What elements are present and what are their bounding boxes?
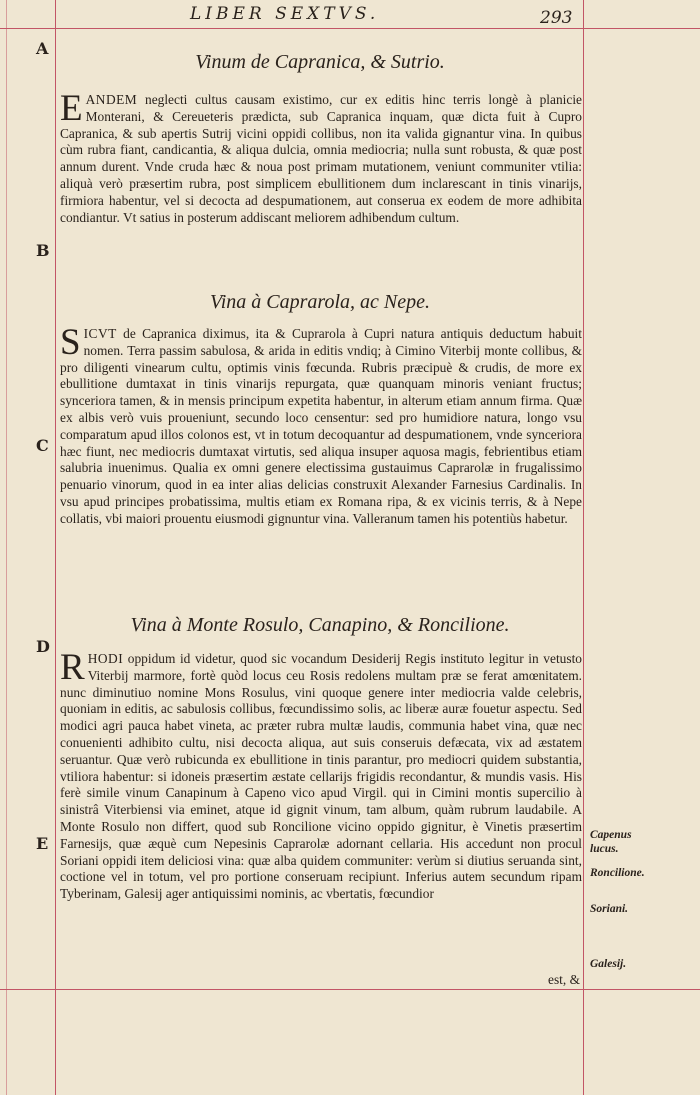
paragraph-text: neglecti cultus causam existimo, cur ex editis hinc terris longè à planicie Monterani, & Cereueteris prædicta, sub Capranica inquam, quæ dicta fuit à Cupro Capranica, & sub apertis Sutrij vicini oppidi collibus, non ita valida gignantur vina. In quibus cùm rubra fiant, candicantia, & aliqua dulcia, omnia mediocria; nulla sunt robusta, & quæ post annum durent. Vnde cruda hæc & noua post primam mutationem, veniunt communiter vtilia: aliquà verò præsertim rubra, post simplicem ebullitionem dum inclarescant in tinis vinarijs, firmiora habentur, vel si decocta ad despumationem, aut conserua ex eodem de more adhibita condiantur. Vt satius in posterum addiscant meliorem adhibendum cultum. (60, 92, 582, 225)
top-rule (0, 28, 700, 29)
margin-letter-b: B (36, 241, 50, 260)
margin-letter-a: A (36, 39, 49, 58)
left-edge-rule (6, 0, 7, 1095)
paragraph-text: de Capranica diximus, ita & Cuprarola à Cupri natura antiquis deductum habuit nomen. Terra passim sabulosa, & arida in editis vndiq; à Cimino Viterbij monte collibus, & pro diligenti vinearum cultu, optimis vinis fœcunda. Rubris præcipuè & crudis, de more ex ebullitione dumtaxat in tinis vinarijs repurgata, quæ quanquam minoris veniant fructus; synceriora tamen, & in mensis principum expetita habentur, in alterum etiam annum firma. Quæ ex albis verò vuis proueniunt, secundo loco censentur: sed pro humidiore natura, longo vsu comparatum apud illos colonos est, vt in totum decoquantur ad despumationem, vnde synceriora hæc fiunt, nec mediocris dumtaxat virtutis, sed aliqua insuper aquosa magis, febrientibus etiam salubria inuenimus. Qualia ex omni genere electissima gustauimus Caprarolæ in frugalissimo penuario vinorum, quod in ea inter alias delicias construxit Alexander Farnesius Cardinalis. In vsu apud principes probatissima, multis etiam ex Romana ripa, & ex vicinis terris, & à Nepe collatis, vbi maiori prouentu eiusmodi gignuntur vina. Valleranum tamen his potentiùs habetur. (60, 326, 582, 526)
section-body-3 (60, 647, 582, 903)
margin-letter-c: C (36, 436, 49, 455)
side-note-soriani: Soriani. (590, 903, 629, 915)
section-body-2 (60, 322, 582, 528)
page-number: 293 (540, 8, 573, 28)
bottom-rule (0, 989, 700, 990)
section-heading-caprarola-nepe: Vina à Caprarola, ac Nepe. (210, 291, 430, 313)
section-heading-monte-rosulo: Vina à Monte Rosulo, Canapino, & Roncilione. (130, 614, 510, 636)
section-body-1 (60, 88, 582, 226)
dropcap: E (60, 88, 83, 129)
margin-letter-d: D (36, 637, 50, 656)
catchword: est, & (548, 972, 580, 987)
paragraph-text: oppidum id videtur, quod sic vocandum Desiderij Regis instituto legitur in vetusto Viterbij marmore, fortè quòd locus ceu Rosis redolens multam præ se ferat amœnitatem. nunc diminutiuo nomine Mons Rosulus, vini quoque genere inter mediocria valde celebris, quoniam in editis, ac sabulosis collibus, fœcundissimo solis, ac liberæ auræ fouetur aspectu. Sed modici agri pauca habet vineta, ac præter rubra multæ laudis, communia habet vina, quæ nec conuenienti adhibito cultu, nisi decocta aliqua, aut suis conseruis defæcata, vix ad æstatem seruantur. Quæ verò rubicunda ex ebullitione in tinis parantur, pro mediocri quidem substantia, vtiliora habentur: si idoneis præsertim æstate cellarijs frigidis recondantur, & mundis vasis. His ferè simile vinum Canapinum à Capeno vico apud Virgil. qui in Cimini montis supercilio à sinistrâ Viterbiensi via eminet, atque id gignit vinum, tam album, quàm rubrum laudabile. A Monte Rosulo non differt, quod sub Roncilione vicino oppido gignitur, è Vinetis præsertim Farnesijs, quæ æquè cum Nepesinis Caprarolæ adornant cellaria. His accedunt non procul Soriani oppidi item deliciosi vina: quæ alba quidem communiter: verùm si diutius seruanda sint, coctione vel in totum, vel pro portione conseruam recipiunt. Inferius autem secundum ripam Tyberinam, Galesij ager antiquissimi nominis, ac vbertatis, fœcundior (60, 651, 582, 902)
margin-letter-e: E (36, 834, 49, 853)
dropcap: R (60, 647, 85, 688)
section-heading-caprarola-sutrium: Vinum de Capranica, & Sutrio. (195, 51, 445, 73)
side-note-roncilione: Roncilione. (590, 867, 645, 879)
lead-word: HODI (87, 651, 124, 666)
side-note-galesij: Galesij. (590, 958, 627, 970)
left-rule (55, 0, 56, 1095)
right-rule (583, 0, 584, 1095)
lead-word: ANDEM (85, 92, 138, 107)
dropcap: S (60, 322, 81, 363)
side-note-capenus: Capenus lucus. (590, 829, 632, 855)
running-header: LIBER SEXTVS. (190, 4, 380, 24)
lead-word: ICVT (83, 326, 117, 341)
